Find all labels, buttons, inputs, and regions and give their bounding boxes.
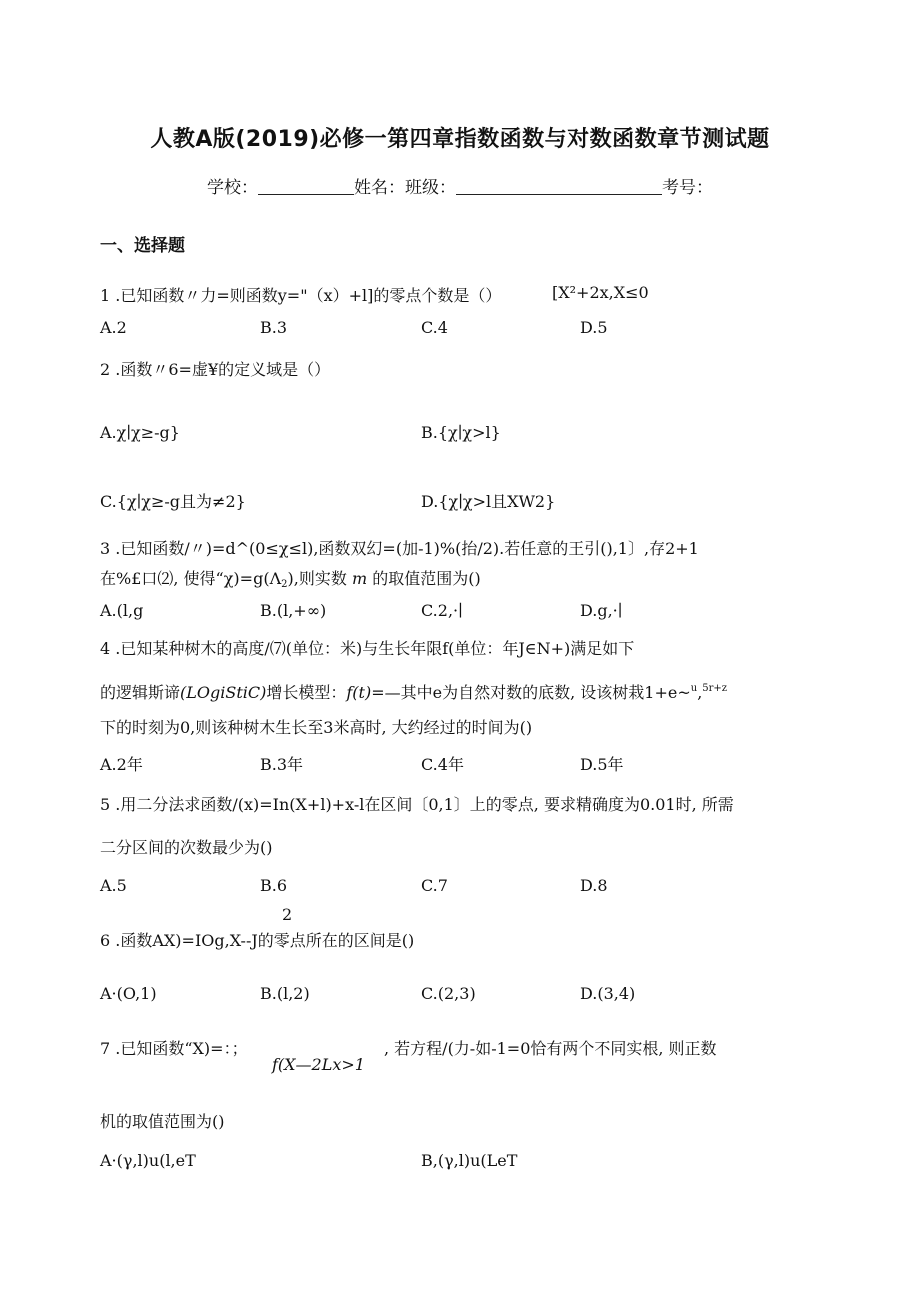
- q3-line2-part-c: 的取值范围为(): [372, 569, 481, 588]
- question-4-line-3: 下的时刻为0,则该种树木生长至3米高时, 大约经过的时间为(): [100, 718, 533, 737]
- q4-superscript-1: u: [690, 683, 698, 694]
- question-5-line-1: 5 .用二分法求函数/(x)=In(X+l)+x-l在区间〔0,1〕上的零点, 要求精确度为0.01时, 所需: [100, 795, 734, 814]
- question-1-stem: 1 .已知函数〃力=则函数y="（x）+l]的零点个数是（）: [100, 286, 502, 305]
- q4-line2-part-d: ,: [697, 683, 703, 702]
- question-3-line-1: 3 .已知函数/〃)=d^(0≤χ≤l),函数双幻=(加-1)%(抬/2).若任意的王引(),1〕,存2+1: [100, 539, 699, 558]
- q4-option-c: C.4年: [421, 755, 464, 774]
- class-label: 班级：: [405, 178, 456, 198]
- page-title: 人教A版(2019)必修一第四章指数函数与对数函数章节测试题: [150, 127, 770, 152]
- question-4-line-1: 4 .已知某种树木的高度/⑺(单位：米)与生长年限f(单位：年J∈N+)满足如下: [100, 639, 635, 658]
- q3-subscript: 2: [281, 579, 288, 590]
- q3-option-c: C.2,·∣: [421, 601, 463, 620]
- question-5-line-2: 二分区间的次数最少为(): [100, 838, 273, 857]
- class-blank: [456, 178, 662, 195]
- q3-option-d: D.g,·∣: [580, 601, 623, 620]
- q4-line2-part-a: 的逻辑斯谛: [100, 683, 181, 702]
- q4-function-f: f(t): [346, 683, 372, 702]
- question-3-line-2: [100, 566, 481, 590]
- question-7-piecewise: f(X—2Lx>1: [272, 1055, 365, 1074]
- question-7-line-1a: 7 .已知函数“X)=：；: [100, 1039, 248, 1058]
- q3-variable-m: m: [351, 569, 368, 588]
- q6-superscript: 2: [282, 905, 293, 924]
- q2-option-c: C.{χ∣χ≥-g且为≠2}: [100, 492, 246, 511]
- q3-option-a: A.(l,g: [100, 601, 144, 620]
- q4-option-a: A.2年: [100, 755, 143, 774]
- q2-option-d: D.{χ∣χ>l且XW2}: [421, 492, 556, 511]
- q6-option-a: A·(O,1): [100, 984, 157, 1003]
- q3-option-b: B.(l,+∞): [260, 601, 327, 620]
- q4-superscript-2: 5r+z: [702, 683, 728, 694]
- q3-line2-part-a: 在%£口⑵, 使得“χ)=g(Λ: [100, 569, 282, 588]
- q4-option-d: D.5年: [580, 755, 624, 774]
- q5-option-a: A.5: [100, 876, 127, 895]
- q1-option-c: C.4: [421, 318, 448, 337]
- q5-option-c: C.7: [421, 876, 448, 895]
- student-info-line: [0, 173, 920, 198]
- question-7-line-2: 机的取值范围为(): [100, 1112, 225, 1131]
- question-7-line-1b: , 若方程/(力-如-1=0恰有两个不同实根, 则正数: [384, 1039, 717, 1058]
- school-blank: [258, 178, 354, 195]
- question-6-stem: 6 .函数AX)=IOg,X--J的零点所在的区间是(): [100, 931, 415, 950]
- q6-option-d: D.(3,4): [580, 984, 636, 1003]
- q1-option-b: B.3: [260, 318, 288, 337]
- q4-option-b: B.3年: [260, 755, 304, 774]
- q5-option-b: B.6: [260, 876, 288, 895]
- q1-option-d: D.5: [580, 318, 608, 337]
- q6-option-c: C.(2,3): [421, 984, 476, 1003]
- section-heading: 一、选择题: [100, 236, 185, 256]
- q2-option-a: A.χ∣χ≥-g}: [100, 423, 180, 442]
- question-4-line-2: [100, 680, 727, 703]
- q4-line2-part-b: 增长模型：: [266, 683, 347, 702]
- q4-line2-part-c: =—其中e为自然对数的底数, 设该树栽1+e~: [371, 683, 691, 702]
- q4-logistic-term: (LOgiStiC): [180, 683, 267, 702]
- q3-line2-part-b: ),则实数: [287, 569, 347, 588]
- exam-no-label: 考号：: [662, 178, 713, 198]
- school-label: 学校：: [207, 178, 258, 198]
- q6-option-b: B.(l,2): [260, 984, 310, 1003]
- q2-option-b: B.{χ∣χ>l}: [421, 423, 501, 442]
- question-1-piecewise: [X²+2x,X≤0: [552, 283, 649, 302]
- q5-option-d: D.8: [580, 876, 608, 895]
- q7-option-b: B,(γ,l)u(LeT: [421, 1151, 518, 1170]
- q7-option-a: A·(γ,l)u(l,eT: [100, 1151, 196, 1170]
- q1-option-a: A.2: [100, 318, 127, 337]
- name-label: 姓名：: [354, 178, 405, 198]
- question-2-stem: 2 .函数〃6=虚¥的定义域是（）: [100, 360, 331, 379]
